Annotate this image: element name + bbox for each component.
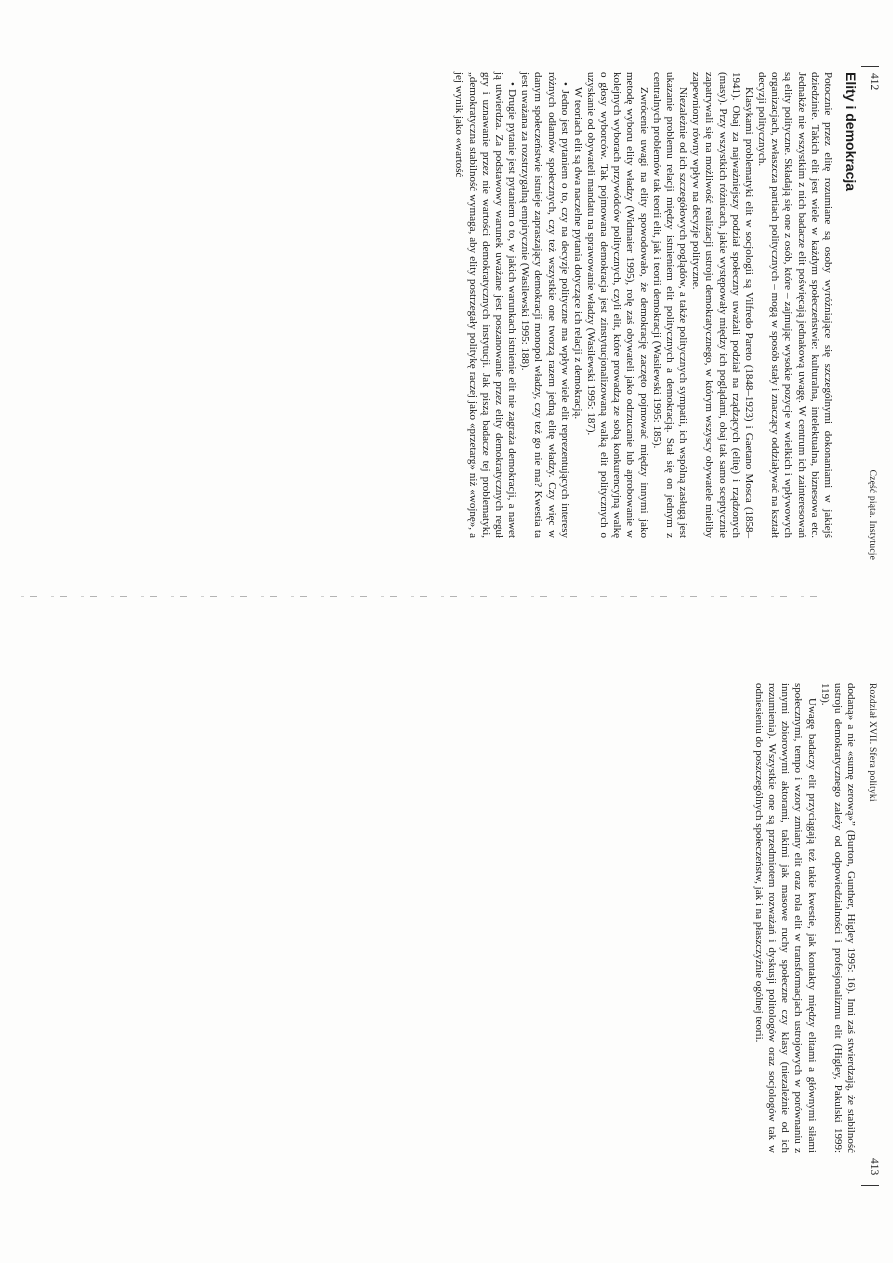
paragraph: Zwrócenie uwagi na elity spowodowało, że demokrację zaczęto pojmować między innymi jako metodę wyboru elity władzy (Widmaier 1995), rolę zaś obywateli jako odrzucanie lub aprobowanie w kolejnych wyborach przywódców politycznych, czyli elit, które prowadzą ze sobą konkurencyjną walkę o głosy wyborców. Tak pojmowana demokracja jest zinstytucjonalizowaną walką elit politycznych o uzyskanie od obywateli mandatu na sprawowanie władzy (Wasilewski 1995: 187). bbox=[585, 72, 650, 538]
right-page-number: 413 bbox=[868, 1158, 880, 1176]
paragraph: Potocznie przez elitę rozumiane są osoby wyróżniające się szczególnymi dokonaniami w jakiejś dziedzinie. Takich elit jest wiele w każdym społeczeństwie: kulturalna, intelektualna, biznesowa etc. Jednakże nie wszystkim z nich badacze elit poświęcają jednakową uwagę. W centrum ich zainteresowań są elity polityczne. Składają się one z osób, które – zajmując wysokie pozycje w wielkich i wpływowych organizacjach, zwłaszcza partiach politycznych – mogą w sposób stały i znaczący oddziaływać na kształt decyzji politycznych. bbox=[756, 72, 834, 538]
left-running-head: Część piąta. Instytucje bbox=[867, 469, 877, 560]
right-page-text bbox=[752, 683, 857, 1153]
paragraph: dodaną» a nie «sumę zerową»” (Burton, Gunther, Higley 1995: 16). Inni zaś stwierdzają, że stabilność ustroju demokratycznego zależy od odpowiedzialności i profesjonalizmu elit (Higley, Pakulski 1999: 119). bbox=[818, 683, 857, 1153]
bullet-paragraph: • Jedno jest pytaniem o to, czy na decyzje polityczne ma wpływ wiele elit reprezentujących interesy różnych odłamów społecznych, czy też wszystkie one tworzą razem jedną elitę władzy. Czy więc w danym społeczeństwie istnieje zapraszający demokracji monopol władzy, czy też go nie ma? Kwestia ta jest uważana za rozstrzygalną empirycznie (Wasilewski 1995: 188). bbox=[519, 72, 571, 538]
right-running-head: Rozdział XVII. Sfera polityki bbox=[867, 683, 877, 802]
paragraph: Uwagę badaczy elit przyciągają też takie kwestie, jak kontakty między elitami a głównymi siłami społecznymi, tempo i wzory zmiany elit oraz rola elit w transformacjach ustrojowych w porównaniu z innymi zbiorowymi aktorami, takimi jak masowe ruchy społeczne czy klasy (niezależnie od ich rozumienia). Wszystkie one są przedmiotem rozważań i dyskusji politologów oraz socjologów tak w odniesieniu do poszczególnych społeczeństw, jak i na płaszczyźnie ogólnej teorii. bbox=[752, 683, 818, 1153]
section-title: Elity i demokracja bbox=[843, 72, 859, 192]
bullet-paragraph: • Drugie pytanie jest pytaniem o to, w jakich warunkach istnienie elit nie zagraża demokracji, a nawet ją utwierdza. Za podstawowy warunek uważane jest poszanowanie przez elity demokratycznych reguł gry i uznawanie przez nie wartości demokratycznych instytucji. Jak piszą badacze tej problematyki, „demokratyczna stabilność wymaga, aby elity postrzegały politykę raczej jako «przetarg» niż «wojnę», a jej wynik jako «wartość bbox=[453, 72, 519, 538]
paragraph: W teoriach elit są dwa naczelne pytania dotyczące ich relacji z demokracją. bbox=[571, 87, 584, 420]
left-page-number: 412 bbox=[868, 73, 880, 91]
paragraph: Klasykami problematyki elit w socjologii są Vilfredo Pareto (1848–1923) i Gaetano Mosca (1858–1941). Obaj za najważniejszy podział społeczny uważali podział na rządzących (elitę) i rządzonych (masy). Przy wszystkich różnicach, jakie występowały między ich poglądami, obaj tak samo sceptycznie zapatrywali się na możliwość realizacji ustroju demokratycznego, w którym wszyscy obywatele mieliby zapewniony równy wpływ na decyzje polityczne. bbox=[690, 72, 755, 538]
left-page-text bbox=[452, 72, 857, 538]
page-fold-line bbox=[17, 596, 817, 597]
right-page-number-rule bbox=[861, 1185, 879, 1186]
left-page-number-rule bbox=[861, 66, 879, 67]
paragraph: Niezależnie od ich szczegółowych poglądów, a także politycznych sympatii, ich wspólną zasługą jest ukazanie problemu relacji między istnieniem elit politycznych a demokracją. Stał się on jednym z centralnych problemów tak teorii elit, jak i teorii demokracji (Wasilewski 1995: 185). bbox=[650, 72, 690, 538]
